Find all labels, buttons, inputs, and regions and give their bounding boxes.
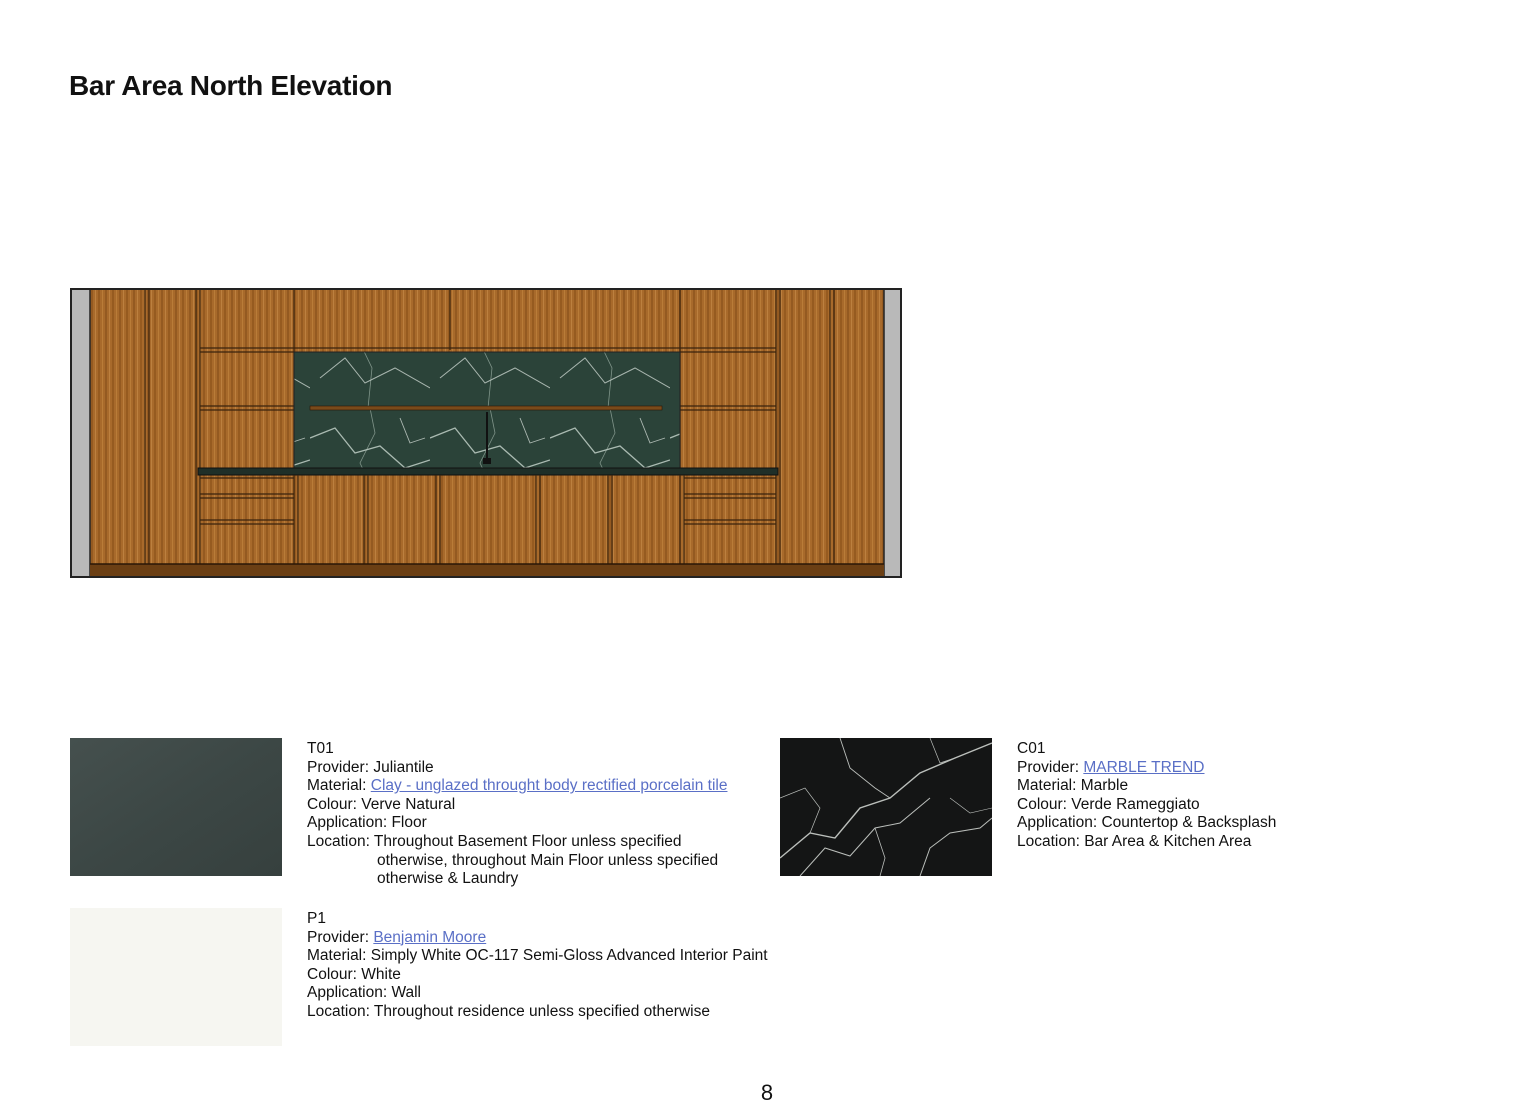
spec-provider: Provider: Benjamin Moore: [307, 928, 487, 946]
spec-material: Material: Clay - unglazed throught body rectified porcelain tile: [307, 777, 728, 795]
marble-swatch-c01: [780, 738, 992, 876]
spec-provider: Provider: Juliantile: [307, 758, 434, 776]
page-title: Bar Area North Elevation: [69, 70, 393, 101]
spec-location: Location: Bar Area & Kitchen Area: [1017, 832, 1252, 850]
spec-code: P1: [307, 910, 326, 927]
spec-location: Location: Throughout Basement Floor unless specified: [307, 832, 682, 850]
spec-provider: Provider: MARBLE TREND: [1017, 758, 1205, 776]
bar-elevation-drawing: [70, 288, 902, 578]
spec-application: Application: Countertop & Backsplash: [1017, 814, 1277, 832]
spec-code: C01: [1017, 740, 1046, 757]
provider-link[interactable]: MARBLE TREND: [1083, 758, 1205, 776]
spec-location-cont: otherwise & Laundry: [377, 870, 519, 888]
spec-t01: [307, 740, 727, 889]
provider-name: Juliantile: [373, 758, 434, 776]
spec-p1: [307, 910, 768, 1022]
spec-c01: [1017, 740, 1276, 852]
paint-swatch-p1: [70, 908, 282, 1046]
spec-material: Material: Simply White OC-117 Semi-Gloss Advanced Interior Paint: [307, 947, 768, 965]
spec-application: Application: Wall: [307, 984, 422, 1002]
spec-location-cont: otherwise, throughout Main Floor unless specified: [377, 851, 719, 869]
spec-material: Material: Marble: [1017, 777, 1129, 795]
page-number: 8: [760, 1080, 774, 1105]
spec-location: Location: Throughout residence unless specified otherwise: [307, 1002, 710, 1020]
tile-swatch-t01: [70, 738, 282, 876]
spec-application: Application: Floor: [307, 814, 427, 832]
spec-colour: Colour: Verde Rameggiato: [1017, 795, 1200, 813]
spec-colour: Colour: White: [307, 965, 401, 983]
spec-colour: Colour: Verve Natural: [307, 795, 456, 813]
material-link[interactable]: Clay - unglazed throught body rectified porcelain tile: [370, 777, 728, 795]
provider-link[interactable]: Benjamin Moore: [373, 928, 487, 946]
spec-code: T01: [307, 740, 334, 757]
